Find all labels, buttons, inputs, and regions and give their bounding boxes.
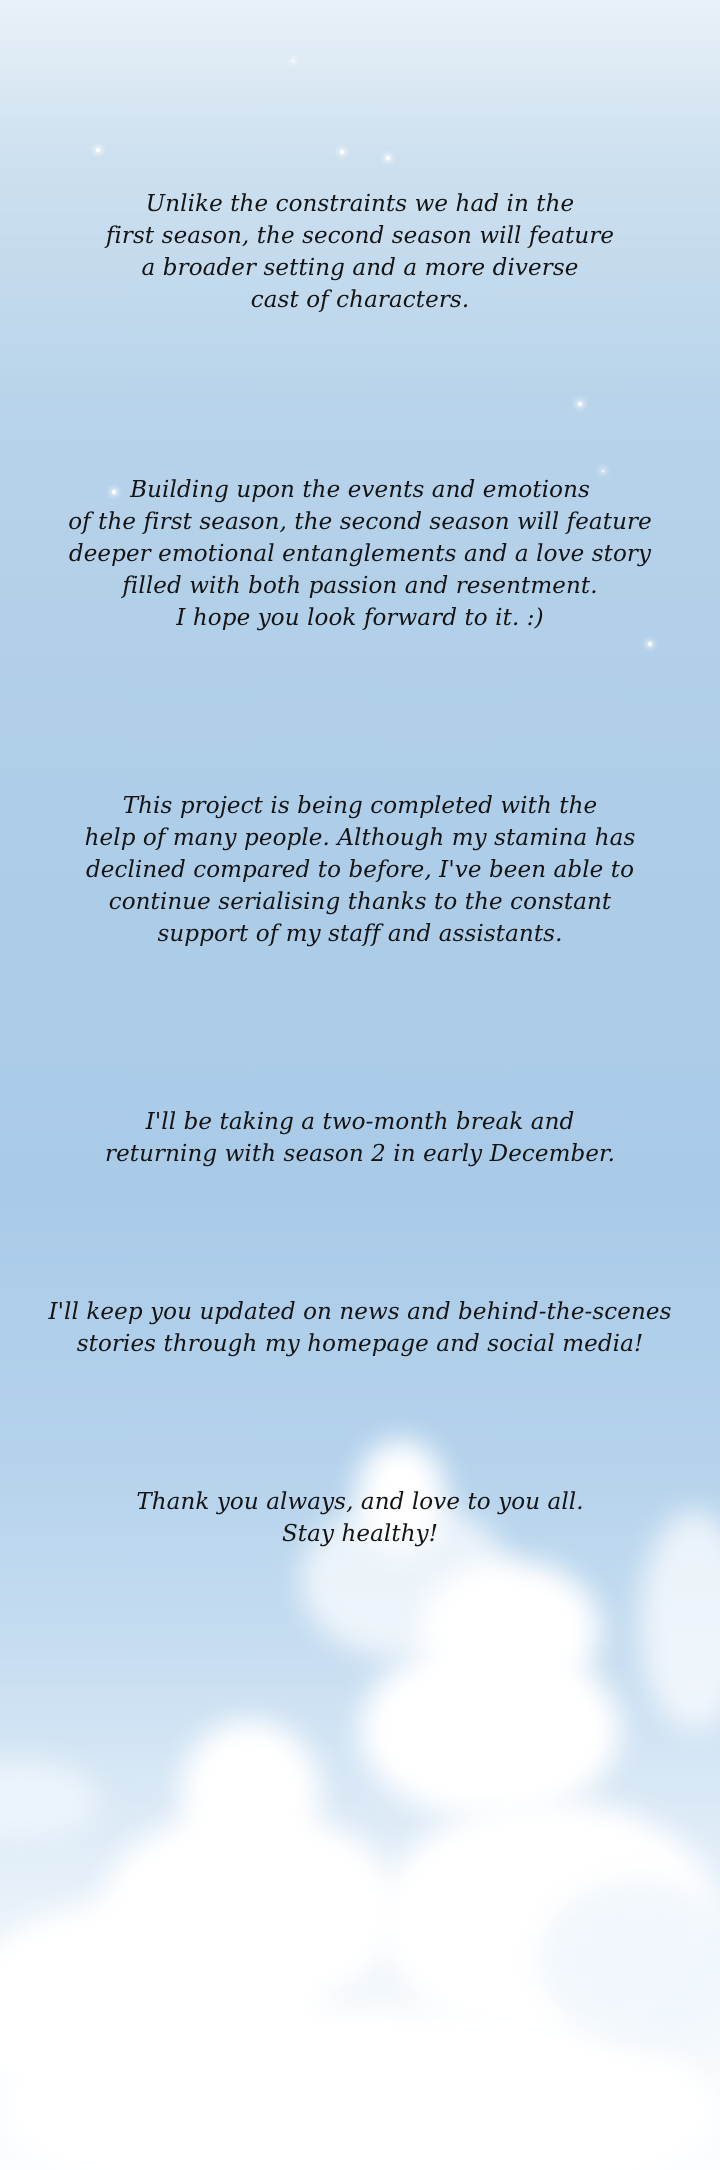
sparkle-icon [578,402,582,406]
message-line: of the first season, the second season will feature [68,509,652,535]
message-line: deeper emotional entanglements and a love story [68,541,652,567]
message-line: Unlike the constraints we had in the [145,191,575,217]
message-line: declined compared to before, I've been able to [85,857,635,883]
message-line: Thank you always, and love to you all. [136,1489,584,1515]
message-line: filled with both passion and resentment. [122,573,598,599]
message-line: cast of characters. [250,287,470,313]
message-paragraph-2 [0,474,720,634]
sparkle-icon [386,156,390,160]
sparkle-icon [292,60,294,62]
message-line: support of my staff and assistants. [157,921,563,947]
message-paragraph-1 [0,188,720,316]
cloud-shape [360,1640,620,1820]
message-line: stories through my homepage and social media! [76,1331,644,1357]
cloud-shape [0,1760,100,1840]
message-line: first season, the second season will feature [105,223,615,249]
sparkle-icon [648,642,652,646]
message-line: help of many people. Although my stamina has [84,825,636,851]
message-line: I'll be taking a two-month break and [145,1109,575,1135]
sparkle-icon [340,150,344,154]
message-line: a broader setting and a more diverse [141,255,579,281]
message-line: I'll keep you updated on news and behind-the-scenes [48,1299,672,1325]
message-paragraph-6 [0,1486,720,1550]
message-line: Building upon the events and emotions [130,477,590,503]
message-line: returning with season 2 in early December. [104,1141,616,1167]
message-paragraph-4 [0,1106,720,1170]
message-paragraph-3 [0,790,720,950]
message-line: Stay healthy! [281,1521,439,1547]
sparkle-icon [96,148,100,152]
sparkle-icon [602,470,604,472]
message-line: This project is being completed with the [122,793,598,819]
message-paragraph-5 [0,1296,720,1360]
message-line: I hope you look forward to it. :) [176,605,544,631]
message-line: continue serialising thanks to the constant [108,889,612,915]
